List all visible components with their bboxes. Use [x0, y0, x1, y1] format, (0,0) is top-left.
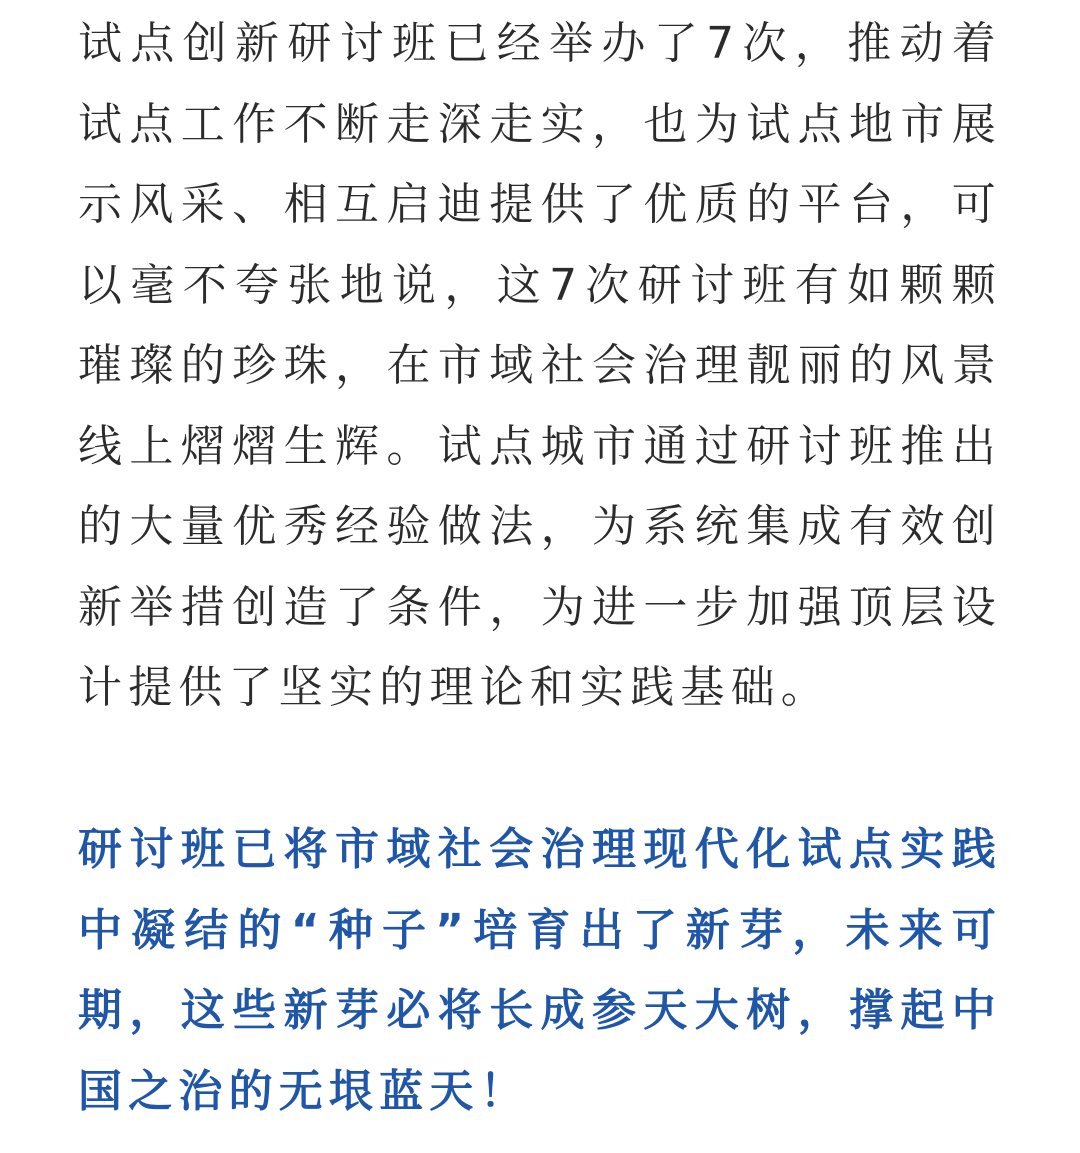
highlight-paragraph: 研讨班已将市域社会治理现代化试点实践中凝结的“种子”培育出了新芽，未来可期，这些新芽必将长成参天大树，撑起中国之治的无垠蓝天！: [78, 824, 1002, 1117]
article-content: [78, 0, 1002, 1117]
body-paragraph: 试点创新研讨班已经举办了7次，推动着试点工作不断走深走实，也为试点地市展示风采、相互启迪提供了优质的平台，可以毫不夸张地说，这7次研讨班有如颗颗璀璨的珍珠，在市域社会治理靓丽的风景线上熠熠生辉。试点城市通过研讨班推出的大量优秀经验做法，为系统集成有效创新举措创造了条件，为进一步加强顶层设计提供了坚实的理论和实践基础。: [78, 18, 1002, 713]
